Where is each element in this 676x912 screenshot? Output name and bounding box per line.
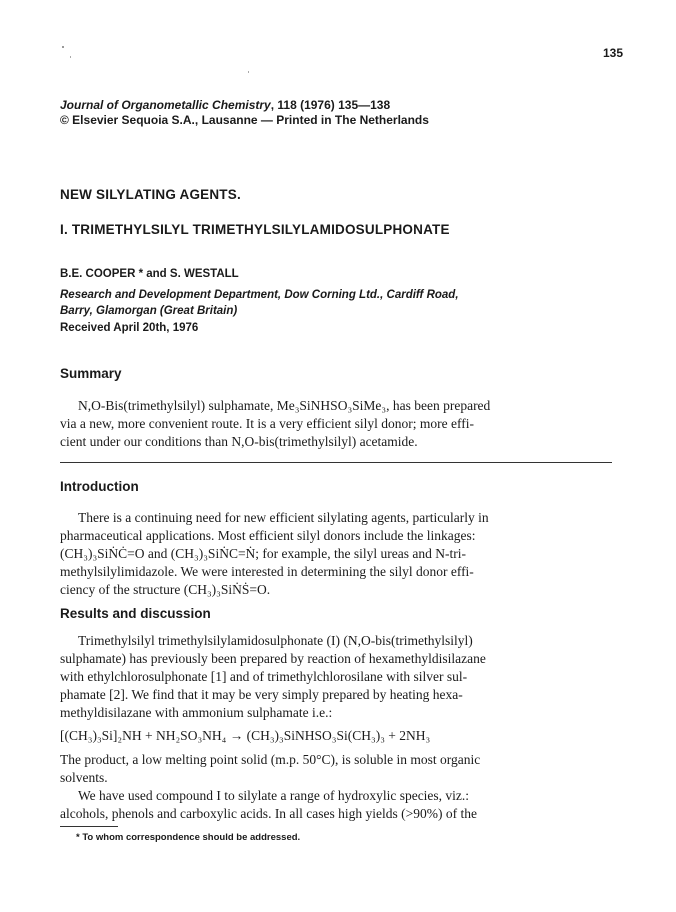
affiliation [60, 287, 459, 319]
introduction-heading: Introduction [60, 479, 139, 494]
page-number: 135 [602, 46, 623, 60]
section-divider [60, 462, 612, 463]
results-line: alcohols, phenols and carboxylic acids. In all cases high yields (>90%) of the [60, 806, 477, 821]
reaction-equation: [(CH₃)₃Si]₂NH + NH₂SO₃NH₄ → (CH₃)₃SiNHSO₃Si(CH₃)₃ + 2NH₃ [60, 728, 431, 743]
summary-body [60, 397, 490, 451]
summary-heading: Summary [60, 366, 122, 381]
series-title: NEW SILYLATING AGENTS. [60, 187, 241, 202]
footnote-rule [60, 826, 118, 827]
scan-speck [70, 56, 71, 58]
summary-line: N,O-Bis(trimethylsilyl) sulphamate, Me₃SiNHSO₃SiMe₃, has been prepared [78, 398, 491, 413]
summary-line: via a new, more convenient route. It is a very efficient silyl donor; more effi- [60, 416, 474, 431]
intro-line: ciency of the structure (CH₃)₃SiṄṠ=O. [60, 582, 271, 597]
journal-name: Journal of Organometallic Chemistry [60, 98, 271, 112]
authors: B.E. COOPER * and S. WESTALL [60, 268, 239, 280]
footnote: * To whom correspondence should be addressed. [76, 832, 301, 843]
results-line: phamate [2]. We find that it may be very simply prepared by heating hexa- [60, 687, 463, 702]
affiliation-line-2: Barry, Glamorgan (Great Britain) [60, 305, 238, 317]
results-line: sulphamate) has previously been prepared by reaction of hexamethyldisilazane [60, 651, 486, 666]
scan-speck [248, 71, 249, 73]
copyright-line: © Elsevier Sequoia S.A., Lausanne — Printed in The Netherlands [60, 113, 429, 127]
journal-header [60, 98, 429, 128]
results-heading: Results and discussion [60, 606, 211, 621]
results-body [60, 632, 486, 722]
intro-line: pharmaceutical applications. Most efficient silyl donors include the linkages: [60, 528, 476, 543]
received-date: Received April 20th, 1976 [60, 322, 199, 334]
results-continued [60, 751, 480, 823]
results-line: We have used compound I to silylate a range of hydroxylic species, viz.: [78, 788, 470, 803]
results-line: The product, a low melting point solid (m.p. 50°C), is soluble in most organic [60, 752, 481, 767]
results-line: methyldisilazane with ammonium sulphamate i.e.: [60, 705, 333, 720]
introduction-body [60, 509, 489, 599]
results-line: solvents. [60, 770, 108, 785]
summary-line: cient under our conditions than N,O-bis(trimethylsilyl) acetamide. [60, 434, 418, 449]
intro-line: There is a continuing need for new efficient silylating agents, particularly in [78, 510, 489, 525]
article-title: I. TRIMETHYLSILYL TRIMETHYLSILYLAMIDOSULPHONATE [60, 222, 450, 237]
results-line: with ethylchlorosulphonate [1] and of trimethylchlorosilane with silver sul- [60, 669, 468, 684]
affiliation-line-1: Research and Development Department, Dow Corning Ltd., Cardiff Road, [60, 289, 459, 301]
intro-line: methylsilylimidazole. We were interested in determining the silyl donor effi- [60, 564, 474, 579]
intro-line: (CH₃)₃SiṄĊ=O and (CH₃)₃SiṄC=Ṅ; for example, the silyl ureas and N-tri- [60, 546, 466, 561]
scan-speck [62, 46, 64, 48]
journal-citation: , 118 (1976) 135—138 [270, 98, 391, 112]
results-line: Trimethylsilyl trimethylsilylamidosulphonate (I) (N,O-bis(trimethylsilyl) [78, 633, 473, 648]
